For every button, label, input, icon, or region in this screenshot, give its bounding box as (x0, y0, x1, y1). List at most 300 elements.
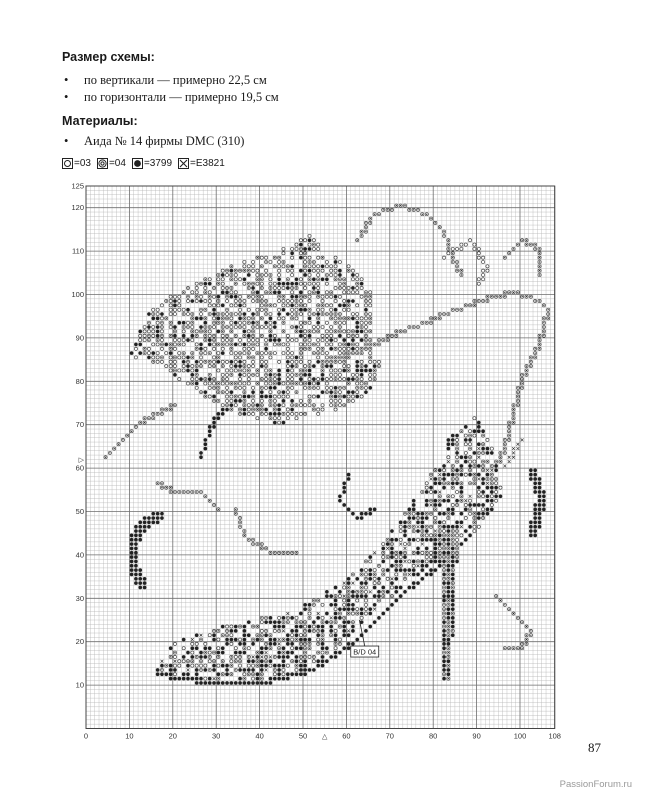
stitch-04 (377, 582, 380, 585)
stitch-3799 (325, 620, 329, 624)
stitch-3799 (533, 486, 537, 490)
stitch-04 (191, 312, 194, 315)
stitch-e3821 (430, 478, 433, 481)
stitch-03 (247, 343, 250, 346)
stitch-03 (464, 434, 467, 437)
stitch-04 (256, 664, 259, 667)
stitch-04 (173, 490, 176, 493)
stitch-03 (256, 343, 259, 346)
stitch-04 (351, 621, 354, 624)
stitch-03 (234, 291, 237, 294)
stitch-3799 (364, 581, 368, 585)
stitch-3799 (434, 481, 438, 485)
stitch-3799 (351, 625, 355, 629)
stitch-3799 (312, 377, 316, 381)
stitch-3799 (373, 603, 377, 607)
stitch-04 (252, 330, 255, 333)
stitch-04 (330, 356, 333, 359)
stitch-03 (191, 378, 194, 381)
circle-symbol-icon (62, 158, 73, 169)
stitch-03 (360, 360, 363, 363)
stitch-3799 (451, 473, 455, 477)
stitch-03 (286, 391, 289, 394)
stitch-04 (547, 308, 550, 311)
stitch-3799 (477, 512, 481, 516)
stitch-e3821 (438, 491, 441, 494)
stitch-3799 (538, 503, 542, 507)
stitch-04 (434, 534, 437, 537)
stitch-3799 (460, 490, 464, 494)
stitch-04 (152, 360, 155, 363)
stitch-3799 (277, 677, 281, 681)
stitch-3799 (212, 308, 216, 312)
stitch-03 (334, 608, 337, 611)
stitch-04 (386, 538, 389, 541)
stitch-03 (330, 265, 333, 268)
stitch-3799 (134, 568, 138, 572)
stitch-04 (534, 356, 537, 359)
stitch-03 (178, 304, 181, 307)
stitch-3799 (217, 412, 221, 416)
stitch-03 (239, 378, 242, 381)
stitch-03 (442, 256, 445, 259)
stitch-04 (169, 655, 172, 658)
stitch-04 (160, 412, 163, 415)
stitch-3799 (399, 568, 403, 572)
stitch-04 (356, 386, 359, 389)
stitch-03 (291, 373, 294, 376)
stitch-3799 (277, 377, 281, 381)
stitch-03 (208, 334, 211, 337)
stitch-3799 (434, 490, 438, 494)
stitch-3799 (134, 529, 138, 533)
stitch-04 (221, 660, 224, 663)
stitch-03 (317, 638, 320, 641)
stitch-03 (325, 339, 328, 342)
stitch-04 (278, 391, 281, 394)
stitch-3799 (390, 538, 394, 542)
stitch-03 (286, 412, 289, 415)
stitch-03 (260, 621, 263, 624)
stitch-04 (204, 651, 207, 654)
stitch-3799 (269, 412, 273, 416)
stitch-3799 (195, 672, 199, 676)
stitch-3799 (273, 638, 277, 642)
stitch-03 (212, 295, 215, 298)
stitch-03 (291, 369, 294, 372)
stitch-3799 (416, 547, 420, 551)
stitch-3799 (208, 343, 212, 347)
stitch-04 (451, 612, 454, 615)
stitch-04 (256, 295, 259, 298)
stitch-3799 (442, 638, 446, 642)
stitch-3799 (338, 607, 342, 611)
stitch-03 (334, 286, 337, 289)
stitch-04 (425, 321, 428, 324)
stitch-04 (364, 299, 367, 302)
stitch-03 (221, 347, 224, 350)
stitch-03 (169, 308, 172, 311)
stitch-3799 (473, 503, 477, 507)
stitch-3799 (468, 503, 472, 507)
stitch-3799 (221, 291, 225, 295)
stitch-03 (152, 343, 155, 346)
stitch-03 (221, 282, 224, 285)
stitch-04 (191, 490, 194, 493)
stitch-04 (156, 482, 159, 485)
stitch-3799 (321, 659, 325, 663)
stitch-3799 (212, 681, 216, 685)
stitch-04 (195, 347, 198, 350)
stitch-04 (204, 378, 207, 381)
stitch-3799 (338, 499, 342, 503)
stitch-04 (373, 369, 376, 372)
stitch-3799 (347, 377, 351, 381)
stitch-03 (464, 473, 467, 476)
y-tick-label: 125 (71, 181, 84, 191)
stitch-3799 (290, 642, 294, 646)
stitch-3799 (542, 490, 546, 494)
stitch-03 (156, 356, 159, 359)
stitch-3799 (212, 638, 216, 642)
stitch-04 (364, 334, 367, 337)
stitch-3799 (477, 429, 481, 433)
stitch-3799 (334, 260, 338, 264)
stitch-03 (278, 260, 281, 263)
stitch-3799 (221, 273, 225, 277)
stitch-04 (473, 299, 476, 302)
stitch-3799 (394, 538, 398, 542)
stitch-03 (234, 299, 237, 302)
stitch-3799 (217, 330, 221, 334)
stitch-04 (234, 386, 237, 389)
stitch-04 (460, 273, 463, 276)
stitch-04 (312, 655, 315, 658)
stitch-03 (325, 334, 328, 337)
stitch-04 (252, 343, 255, 346)
stitch-3799 (442, 560, 446, 564)
stitch-03 (265, 360, 268, 363)
stitch-04 (525, 634, 528, 637)
stitch-03 (421, 551, 424, 554)
stitch-04 (360, 590, 363, 593)
stitch-3799 (303, 308, 307, 312)
stitch-03 (178, 660, 181, 663)
x-tick-label: 30 (212, 731, 221, 740)
stitch-3799 (195, 681, 199, 685)
stitch-03 (312, 325, 315, 328)
stitch-03 (295, 412, 298, 415)
stitch-04 (373, 343, 376, 346)
stitch-03 (160, 339, 163, 342)
stitch-03 (495, 490, 498, 493)
stitch-03 (191, 664, 194, 667)
stitch-03 (278, 273, 281, 276)
stitch-3799 (451, 508, 455, 512)
stitch-03 (217, 352, 220, 355)
stitch-04 (360, 586, 363, 589)
stitch-e3821 (430, 504, 433, 507)
stitch-3799 (355, 364, 359, 368)
stitch-04 (169, 334, 172, 337)
stitch-04 (212, 660, 215, 663)
stitch-3799 (286, 677, 290, 681)
stitch-04 (256, 382, 259, 385)
stitch-3799 (442, 551, 446, 555)
stitch-04 (260, 299, 263, 302)
stitch-04 (160, 325, 163, 328)
stitch-3799 (477, 442, 481, 446)
stitch-3799 (308, 373, 312, 377)
stitch-04 (447, 556, 450, 559)
stitch-3799 (421, 538, 425, 542)
stitch-3799 (273, 325, 277, 329)
stitch-e3821 (278, 638, 281, 641)
stitch-3799 (342, 625, 346, 629)
stitch-3799 (208, 434, 212, 438)
stitch-3799 (421, 516, 425, 520)
x-tick-label: 80 (429, 731, 438, 740)
stitch-3799 (204, 390, 208, 394)
stitch-03 (312, 269, 315, 272)
stitch-04 (195, 365, 198, 368)
stitch-04 (503, 443, 506, 446)
stitch-3799 (360, 612, 364, 616)
stitch-04 (490, 482, 493, 485)
stitch-3799 (282, 664, 286, 668)
stitch-3799 (347, 646, 351, 650)
stitch-3799 (529, 477, 533, 481)
stitch-04 (486, 295, 489, 298)
stitch-04 (273, 668, 276, 671)
stitch-04 (221, 321, 224, 324)
stitch-04 (278, 256, 281, 259)
stitch-03 (482, 260, 485, 263)
stitch-3799 (421, 577, 425, 581)
stitch-3799 (160, 312, 164, 316)
stitch-3799 (264, 395, 268, 399)
stitch-03 (269, 282, 272, 285)
stitch-04 (169, 347, 172, 350)
stitch-3799 (486, 473, 490, 477)
stitch-3799 (264, 620, 268, 624)
stitch-04 (199, 330, 202, 333)
stitch-04 (282, 260, 285, 263)
stitch-04 (521, 295, 524, 298)
stitch-04 (425, 525, 428, 528)
stitch-3799 (447, 672, 451, 676)
stitch-04 (186, 286, 189, 289)
stitch-03 (199, 295, 202, 298)
stitch-04 (429, 525, 432, 528)
stitch-04 (399, 564, 402, 567)
stitch-04 (364, 339, 367, 342)
stitch-04 (165, 408, 168, 411)
stitch-03 (356, 608, 359, 611)
stitch-04 (438, 317, 441, 320)
stitch-3799 (364, 629, 368, 633)
stitch-3799 (342, 481, 346, 485)
stitch-04 (442, 616, 445, 619)
stitch-04 (269, 378, 272, 381)
stitch-04 (304, 647, 307, 650)
stitch-04 (191, 352, 194, 355)
stitch-3799 (277, 338, 281, 342)
stitch-03 (265, 382, 268, 385)
stitch-04 (269, 634, 272, 637)
stitch-03 (169, 299, 172, 302)
stitch-03 (269, 356, 272, 359)
stitch-03 (269, 391, 272, 394)
stitch-04 (447, 495, 450, 498)
stitch-04 (204, 325, 207, 328)
stitch-3799 (347, 299, 351, 303)
stitch-04 (521, 373, 524, 376)
stitch-3799 (442, 599, 446, 603)
stitch-3799 (243, 625, 247, 629)
y-tick-label: 80 (75, 376, 84, 386)
watermark: PassionForum.ru (559, 779, 632, 790)
stitch-04 (282, 412, 285, 415)
stitch-04 (256, 278, 259, 281)
stitch-3799 (329, 364, 333, 368)
stitch-04 (295, 365, 298, 368)
stitch-03 (169, 356, 172, 359)
stitch-3799 (468, 525, 472, 529)
stitch-3799 (286, 282, 290, 286)
stitch-04 (169, 321, 172, 324)
stitch-03 (291, 638, 294, 641)
stitch-03 (317, 386, 320, 389)
stitch-04 (321, 638, 324, 641)
stitch-04 (221, 343, 224, 346)
stitch-3799 (238, 677, 242, 681)
stitch-04 (369, 343, 372, 346)
stitch-3799 (355, 369, 359, 373)
stitch-04 (256, 651, 259, 654)
stitch-3799 (351, 286, 355, 290)
stitch-3799 (247, 633, 251, 637)
stitch-03 (221, 339, 224, 342)
stitch-04 (434, 521, 437, 524)
stitch-04 (456, 447, 459, 450)
stitch-3799 (247, 395, 251, 399)
stitch-03 (299, 278, 302, 281)
stitch-3799 (260, 646, 264, 650)
stitch-03 (225, 625, 228, 628)
stitch-3799 (282, 616, 286, 620)
stitch-e3821 (213, 677, 216, 680)
stitch-04 (234, 512, 237, 515)
stitch-04 (304, 347, 307, 350)
stitch-03 (139, 339, 142, 342)
stitch-03 (308, 339, 311, 342)
stitch-3799 (160, 664, 164, 668)
stitch-e3821 (477, 478, 480, 481)
stitch-3799 (221, 408, 225, 412)
stitch-e3821 (417, 564, 420, 567)
stitch-04 (304, 651, 307, 654)
stitch-3799 (494, 494, 498, 498)
stitch-3799 (368, 577, 372, 581)
stitch-04 (217, 356, 220, 359)
stitch-03 (195, 286, 198, 289)
stitch-04 (204, 330, 207, 333)
stitch-03 (442, 469, 445, 472)
stitch-03 (412, 512, 415, 515)
stitch-3799 (390, 564, 394, 568)
stitch-04 (243, 399, 246, 402)
stitch-04 (473, 512, 476, 515)
stitch-04 (421, 534, 424, 537)
stitch-04 (347, 352, 350, 355)
stitch-3799 (538, 525, 542, 529)
stitch-3799 (256, 291, 260, 295)
stitch-03 (239, 386, 242, 389)
stitch-3799 (542, 503, 546, 507)
stitch-04 (265, 660, 268, 663)
x-tick-label: 50 (298, 731, 308, 740)
stitch-04 (442, 230, 445, 233)
stitch-03 (178, 295, 181, 298)
stitch-03 (490, 447, 493, 450)
stitch-03 (230, 634, 233, 637)
stitch-04 (186, 360, 189, 363)
stitch-3799 (277, 373, 281, 377)
stitch-03 (464, 243, 467, 246)
stitch-04 (325, 391, 328, 394)
stitch-3799 (186, 364, 190, 368)
stitch-3799 (533, 521, 537, 525)
stitch-03 (356, 273, 359, 276)
stitch-3799 (204, 442, 208, 446)
stitch-3799 (342, 490, 346, 494)
stitch-04 (221, 634, 224, 637)
stitch-04 (338, 312, 341, 315)
stitch-04 (325, 312, 328, 315)
stitch-04 (169, 408, 172, 411)
stitch-3799 (390, 529, 394, 533)
stitch-03 (317, 247, 320, 250)
stitch-03 (225, 360, 228, 363)
stitch-04 (538, 343, 541, 346)
stitch-03 (221, 360, 224, 363)
stitch-3799 (438, 521, 442, 525)
stitch-03 (243, 282, 246, 285)
stitch-04 (256, 634, 259, 637)
stitch-04 (278, 647, 281, 650)
stitch-04 (299, 621, 302, 624)
stitch-03 (191, 651, 194, 654)
stitch-03 (338, 282, 341, 285)
stitch-03 (473, 417, 476, 420)
stitch-04 (482, 443, 485, 446)
stitch-03 (212, 304, 215, 307)
stitch-3799 (186, 369, 190, 373)
stitch-03 (186, 382, 189, 385)
stitch-03 (343, 378, 346, 381)
stitch-04 (295, 638, 298, 641)
stitch-04 (521, 378, 524, 381)
stitch-04 (442, 651, 445, 654)
stitch-3799 (360, 373, 364, 377)
stitch-03 (217, 647, 220, 650)
stitch-e3821 (265, 669, 268, 672)
stitch-3799 (221, 664, 225, 668)
stitch-04 (317, 642, 320, 645)
stitch-04 (360, 347, 363, 350)
stitch-3799 (490, 508, 494, 512)
